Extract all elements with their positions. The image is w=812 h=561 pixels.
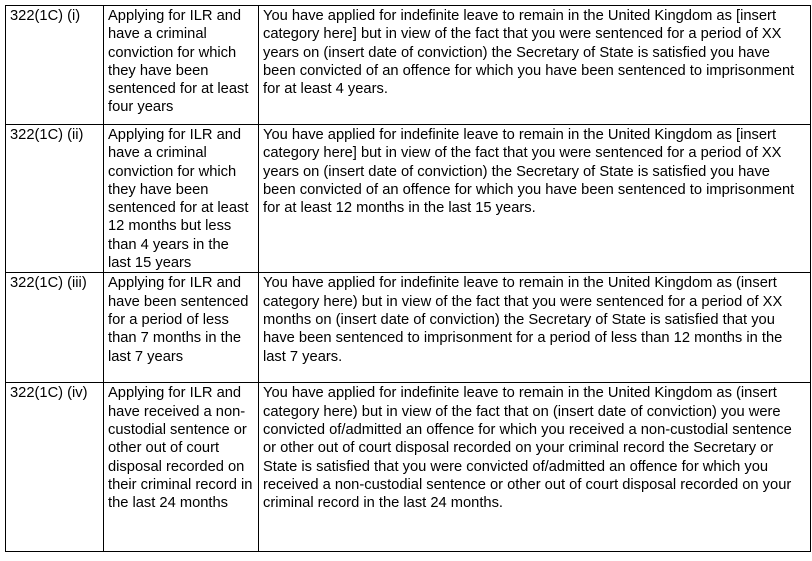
rule-reference: 322(1C) (i) xyxy=(6,6,104,125)
rule-wording: You have applied for indefinite leave to remain in the United Kingdom as (insert category here) but in view of the fact that you were sentenced for a period of XX months on (insert date of conviction) the Secretary of State is satisfied that you have been sentenced to imprisonment for a period of less than 12 months in the last 7 years. xyxy=(259,273,811,383)
table-row xyxy=(6,273,811,383)
rule-condition: Applying for ILR and have a criminal conviction for which they have been sentenced for at least 12 months but less than 4 years in the last 15 years xyxy=(104,125,259,273)
rule-reference: 322(1C) (iv) xyxy=(6,383,104,552)
rule-reference: 322(1C) (ii) xyxy=(6,125,104,273)
table-row xyxy=(6,125,811,273)
rule-wording: You have applied for indefinite leave to remain in the United Kingdom as [insert category here] but in view of the fact that you were sentenced for a period of XX years on (insert date of conviction) the Secretary of State is satisfied you have been convicted of an offence for which you have been sentenced to imprisonment for at least 4 years. xyxy=(259,6,811,125)
rule-condition: Applying for ILR and have a criminal conviction for which they have been sentenced for at least four years xyxy=(104,6,259,125)
rule-condition: Applying for ILR and have been sentenced for a period of less than 7 months in the last 7 years xyxy=(104,273,259,383)
table-row xyxy=(6,6,811,125)
rules-table xyxy=(5,5,811,552)
rule-wording: You have applied for indefinite leave to remain in the United Kingdom as (insert category here) but in view of the fact that on (insert date of conviction) you were convicted of/admitted an offence for which you received a non-custodial sentence or other out of court disposal recorded on your criminal record the Secretary or State is satisfied that you were convicted of/admitted an offence for which you received a non-custodial sentence or other out of court disposal recorded on your criminal record in the last 24 months. xyxy=(259,383,811,552)
table-row xyxy=(6,383,811,552)
rule-condition: Applying for ILR and have received a non-custodial sentence or other out of court disposal recorded on their criminal record in the last 24 months xyxy=(104,383,259,552)
rule-reference: 322(1C) (iii) xyxy=(6,273,104,383)
rule-wording: You have applied for indefinite leave to remain in the United Kingdom as [insert category here] but in view of the fact that you were sentenced for a period of XX years on (insert date of conviction) the Secretary of State is satisfied you have been convicted of an offence for which you have been sentenced to imprisonment for at least 12 months in the last 15 years. xyxy=(259,125,811,273)
